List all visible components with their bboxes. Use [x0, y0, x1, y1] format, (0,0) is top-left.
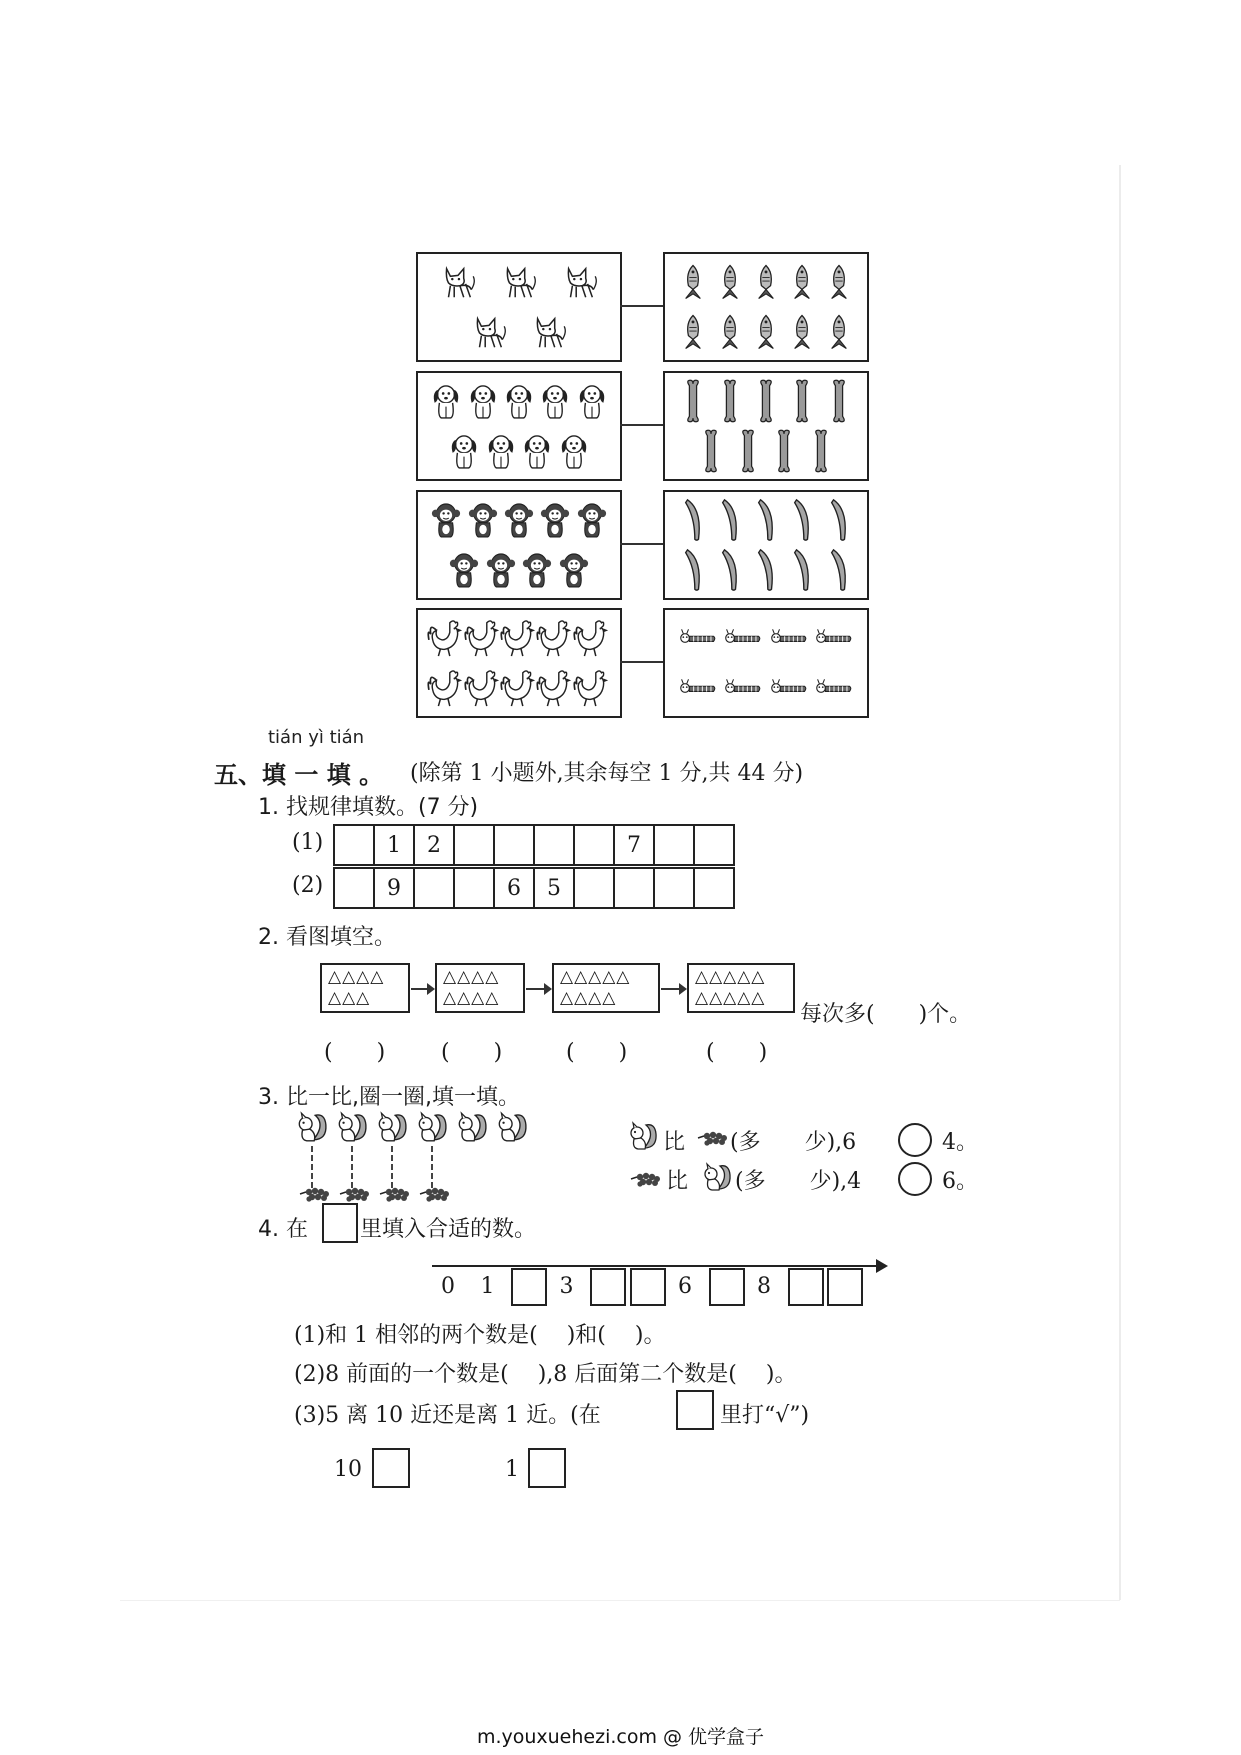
- bone-icon: [739, 428, 757, 474]
- squirrel-icon: [334, 1110, 368, 1144]
- grape-icon: [297, 1184, 331, 1204]
- tick-label: 6: [678, 1274, 692, 1299]
- matching-line: [620, 543, 663, 545]
- triangle-row: △△△△△: [695, 988, 766, 1008]
- banana-icon: [682, 547, 704, 593]
- banana-icon: [828, 497, 850, 543]
- tick-label: 1: [480, 1274, 495, 1299]
- matching-line: [620, 305, 663, 307]
- dog-icon: [467, 382, 499, 420]
- squirrel-icon: [454, 1110, 488, 1144]
- dog-icon: [576, 382, 608, 420]
- rooster-icon: [427, 669, 465, 707]
- option-10-box[interactable]: [372, 1448, 410, 1488]
- arrow-icon: [411, 988, 433, 990]
- monkey-icon: [467, 501, 499, 539]
- monkey-icon: [576, 501, 608, 539]
- cat-icon: [500, 263, 538, 301]
- arrow-icon: [661, 988, 685, 990]
- triangle-row: △△△△: [328, 967, 385, 987]
- q1-row2-cell[interactable]: 6: [495, 869, 535, 907]
- q1-row1-cell[interactable]: [455, 826, 495, 864]
- tick-label: 0: [441, 1274, 455, 1299]
- monkey-icon: [521, 551, 553, 589]
- banana-icon: [682, 497, 704, 543]
- check-box[interactable]: [676, 1390, 714, 1430]
- q1-row2-cell[interactable]: [615, 869, 655, 907]
- q1-row2-label: (2): [292, 873, 324, 898]
- compare-circle[interactable]: [898, 1123, 932, 1157]
- q1-row1-cell[interactable]: [335, 826, 375, 864]
- dashed-link: [391, 1146, 393, 1188]
- monkey-icon: [430, 501, 462, 539]
- q1-title: 1. 找规律填数。(7 分): [258, 795, 479, 820]
- triangle-row: △△△△△: [560, 967, 631, 987]
- dog-icon: [521, 432, 553, 470]
- squirrel-icon: [626, 1120, 658, 1152]
- q1-row2-sequence: [333, 867, 735, 909]
- banana-icon: [755, 547, 777, 593]
- q1-row2-cell[interactable]: 9: [375, 869, 415, 907]
- cat-icon: [530, 313, 568, 351]
- option-1-label: 1: [505, 1457, 519, 1482]
- squirrel-icon: [294, 1110, 328, 1144]
- triangle-box-1: [320, 963, 410, 1013]
- number-line-blank[interactable]: [630, 1268, 666, 1306]
- q4-sub3-end: 里打“√”): [720, 1403, 810, 1428]
- q1-row1-cell[interactable]: [695, 826, 733, 864]
- q1-row1-cell[interactable]: 1: [375, 826, 415, 864]
- squirrel-icon: [374, 1110, 408, 1144]
- dog-icon: [448, 432, 480, 470]
- triangle-row: △△△: [328, 988, 371, 1008]
- number-line: [432, 1265, 884, 1267]
- fish-icon: [719, 263, 741, 301]
- triangle-row: △△△△△: [695, 967, 766, 987]
- fish-icon: [828, 313, 850, 351]
- rooster-icon: [500, 669, 538, 707]
- rooster-icon: [536, 619, 574, 657]
- monkey-icon: [558, 551, 590, 589]
- fish-icon: [791, 313, 813, 351]
- q1-row1-cell[interactable]: 7: [615, 826, 655, 864]
- q4-sub1: (1)和 1 相邻的两个数是( )和( )。: [294, 1323, 666, 1348]
- q1-row1-cell[interactable]: [495, 826, 535, 864]
- q3-line1-end: 4。: [942, 1130, 978, 1155]
- q4-sub3-start: (3)5 离 10 近还是离 1 近。(在: [294, 1403, 601, 1428]
- q3-line1-compare: 比: [663, 1130, 686, 1155]
- banana-icon: [791, 497, 813, 543]
- q3-line2-choice: (多 少),4: [735, 1169, 862, 1194]
- banana-icon: [719, 547, 741, 593]
- banana-icon: [828, 547, 850, 593]
- fish-icon: [682, 263, 704, 301]
- triangle-row: △△△△: [443, 988, 500, 1008]
- squirrel-icon: [700, 1161, 732, 1193]
- banana-icon: [755, 497, 777, 543]
- dog-icon: [558, 432, 590, 470]
- caterpillar-icon: [724, 677, 762, 699]
- caterpillar-icon: [679, 627, 717, 649]
- cat-icon: [439, 263, 477, 301]
- grape-icon: [628, 1169, 662, 1189]
- q3-line2-compare: 比: [666, 1169, 689, 1194]
- squirrel-icon: [414, 1110, 448, 1144]
- dashed-link: [351, 1146, 353, 1188]
- q2-blank-2: ( ): [441, 1040, 503, 1065]
- q1-row1-label: (1): [292, 830, 324, 855]
- dog-icon: [485, 432, 517, 470]
- matching-line: [620, 661, 663, 663]
- q1-row2-cell[interactable]: [575, 869, 615, 907]
- q1-row1-sequence: [333, 824, 735, 866]
- grape-icon: [417, 1184, 451, 1204]
- fish-icon: [791, 263, 813, 301]
- dog-icon: [539, 382, 571, 420]
- rooster-icon: [573, 619, 611, 657]
- q1-row2-cell[interactable]: [455, 869, 495, 907]
- q3-line2-end: 6。: [942, 1169, 978, 1194]
- q3-line1-choice: (多 少),6: [730, 1130, 857, 1155]
- banana-icon: [719, 497, 741, 543]
- q4-sub2: (2)8 前面的一个数是( ),8 后面第二个数是( )。: [294, 1362, 797, 1387]
- cat-icon: [561, 263, 599, 301]
- option-10-label: 10: [334, 1457, 362, 1482]
- dog-icon: [430, 382, 462, 420]
- section-note: (除第 1 小题外,其余每空 1 分,共 44 分): [410, 761, 804, 786]
- rooster-icon: [464, 619, 502, 657]
- rooster-icon: [464, 669, 502, 707]
- bone-icon: [775, 428, 793, 474]
- caterpillar-icon: [815, 677, 853, 699]
- fish-icon: [682, 313, 704, 351]
- triangle-box-4: [687, 963, 795, 1013]
- monkey-icon: [539, 501, 571, 539]
- dog-icon: [503, 382, 535, 420]
- rooster-icon: [536, 669, 574, 707]
- q2-blank-4: ( ): [706, 1040, 768, 1065]
- q4-title-end: 里填入合适的数。: [360, 1217, 537, 1242]
- tick-label: 8: [757, 1274, 771, 1299]
- bone-icon: [793, 378, 811, 424]
- grape-icon: [377, 1184, 411, 1204]
- q2-title: 2. 看图填空。: [258, 925, 396, 950]
- q2-tail: 每次多( )个。: [800, 1002, 972, 1027]
- triangle-row: △△△△: [443, 967, 500, 987]
- option-1-box[interactable]: [528, 1448, 566, 1488]
- q1-row1-cell[interactable]: [575, 826, 615, 864]
- compare-circle[interactable]: [898, 1162, 932, 1196]
- grape-icon: [695, 1128, 729, 1148]
- monkey-icon: [448, 551, 480, 589]
- footer-watermark: m.youxuehezi.com @ 优学盒子: [476, 1726, 765, 1748]
- bone-icon: [757, 378, 775, 424]
- number-line-blank[interactable]: [709, 1268, 745, 1306]
- matching-line: [620, 424, 663, 426]
- q1-row1-cell[interactable]: [655, 826, 695, 864]
- q1-row1-cell[interactable]: 2: [415, 826, 455, 864]
- number-line-blank[interactable]: [827, 1268, 863, 1306]
- bone-icon: [721, 378, 739, 424]
- answer-box[interactable]: [322, 1203, 358, 1243]
- grape-icon: [337, 1184, 371, 1204]
- triangle-box-3: [552, 963, 660, 1013]
- q2-blank-1: ( ): [324, 1040, 386, 1065]
- fish-icon: [828, 263, 850, 301]
- dashed-link: [431, 1146, 433, 1188]
- triangle-row: △△△△: [560, 988, 617, 1008]
- section-pinyin: tián yì tián: [268, 727, 365, 748]
- number-line-blank[interactable]: [788, 1268, 824, 1306]
- monkey-icon: [503, 501, 535, 539]
- section-title: 五、填 一 填 。: [214, 761, 384, 789]
- fish-icon: [755, 313, 777, 351]
- q1-row1-cell[interactable]: [535, 826, 575, 864]
- q3-title: 3. 比一比,圈一圈,填一填。: [258, 1085, 520, 1110]
- page-edge-line: [1119, 165, 1121, 1600]
- bone-icon: [812, 428, 830, 474]
- fish-icon: [719, 313, 741, 351]
- fish-icon: [755, 263, 777, 301]
- caterpillar-icon: [815, 627, 853, 649]
- q1-row2-cell[interactable]: [335, 869, 375, 907]
- caterpillar-icon: [770, 627, 808, 649]
- monkey-icon: [485, 551, 517, 589]
- page-bottom-line: [120, 1600, 1120, 1601]
- squirrel-icon: [494, 1110, 528, 1144]
- caterpillar-icon: [770, 677, 808, 699]
- cat-icon: [470, 313, 508, 351]
- number-line-blank[interactable]: [511, 1268, 547, 1306]
- number-line-blank[interactable]: [590, 1268, 626, 1306]
- bone-icon: [830, 378, 848, 424]
- rooster-icon: [500, 619, 538, 657]
- triangle-box-2: [435, 963, 525, 1013]
- bone-icon: [684, 378, 702, 424]
- dashed-link: [311, 1146, 313, 1188]
- caterpillar-icon: [679, 677, 717, 699]
- rooster-icon: [427, 619, 465, 657]
- tick-label: 3: [559, 1274, 574, 1299]
- q1-row2-cell[interactable]: [415, 869, 455, 907]
- picture-box[interactable]: [663, 608, 869, 718]
- caterpillar-icon: [724, 627, 762, 649]
- q1-row2-cell[interactable]: 5: [535, 869, 575, 907]
- q1-row2-cell[interactable]: [695, 869, 733, 907]
- bone-icon: [702, 428, 720, 474]
- arrow-icon: [526, 988, 550, 990]
- rooster-icon: [573, 669, 611, 707]
- q1-row2-cell[interactable]: [655, 869, 695, 907]
- q2-blank-3: ( ): [566, 1040, 628, 1065]
- banana-icon: [791, 547, 813, 593]
- q4-title-start: 4. 在: [258, 1217, 308, 1242]
